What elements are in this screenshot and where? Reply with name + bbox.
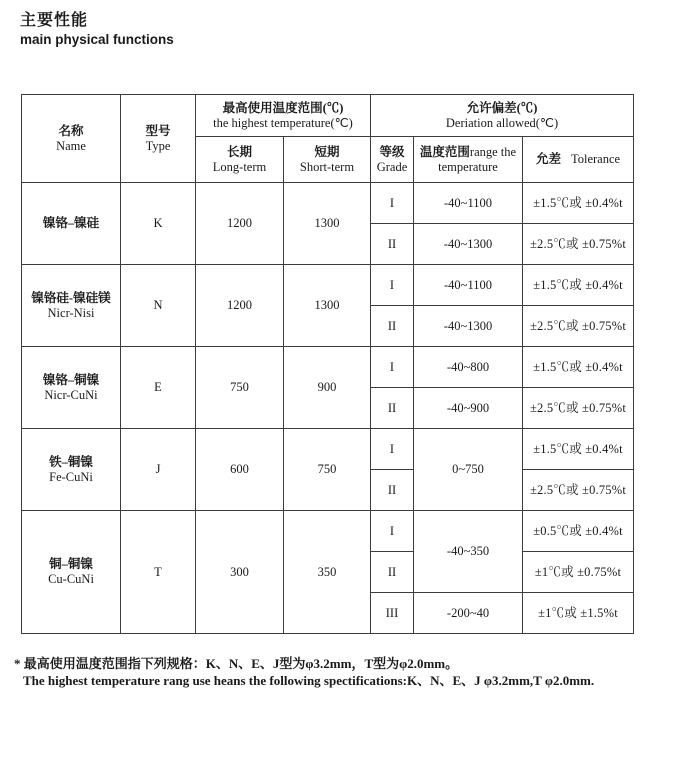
table-row: [22, 347, 634, 388]
page-title-zh: 主要性能: [20, 12, 89, 29]
header-max-temp-en: the highest temperature(℃): [213, 115, 353, 130]
cell-short-term: 1300: [284, 183, 371, 265]
cell-tolerance: ±1.5℃或 ±0.4%t: [523, 265, 634, 306]
cell-tolerance: ±0.5℃或 ±0.4%t: [523, 511, 634, 552]
header-range: 温度范围range the temperature: [414, 137, 523, 183]
cell-grade: II: [371, 388, 414, 429]
cell-grade: I: [371, 511, 414, 552]
header-name-en: Name: [56, 138, 86, 153]
header-max-temp-zh: 最高使用温度范围(℃): [222, 100, 344, 115]
cell-name: 镍铬–铜镍 Nicr-CuNi: [22, 347, 121, 429]
cell-name: 镍铬–镍硅: [22, 183, 121, 265]
header-max-temp: [196, 95, 371, 137]
cell-range: -40~1100: [414, 183, 523, 224]
table-row: [22, 429, 634, 470]
cell-range: -40~1300: [414, 306, 523, 347]
cell-long-term: 600: [196, 429, 284, 511]
header-type-zh: 型号: [145, 123, 171, 138]
cell-range: -40~800: [414, 347, 523, 388]
header-deviation-en: Deriation allowed(℃): [445, 115, 559, 130]
cell-grade: I: [371, 429, 414, 470]
header-type-en: Type: [145, 138, 171, 153]
cell-short-term: 1300: [284, 265, 371, 347]
cell-type: K: [121, 183, 196, 265]
cell-grade: I: [371, 265, 414, 306]
header-type: [121, 95, 196, 183]
cell-grade: II: [371, 470, 414, 511]
table-row: [22, 265, 634, 306]
footnote-line-zh: * 最高使用温度范围指下列规格：K、N、E、J型为φ3.2mm，T型为φ2.0mm。: [14, 656, 459, 671]
cell-range-merged: -40~350: [414, 511, 523, 593]
cell-tolerance: ±1.5℃或 ±0.4%t: [523, 183, 634, 224]
cell-tolerance: ±2.5℃或 ±0.75%t: [523, 470, 634, 511]
table-row: [22, 183, 634, 224]
cell-type: J: [121, 429, 196, 511]
cell-grade: I: [371, 183, 414, 224]
page-title-en: main physical functions: [20, 32, 174, 47]
cell-tolerance: ±1℃或 ±1.5%t: [523, 593, 634, 634]
cell-tolerance: ±2.5℃或 ±0.75%t: [523, 306, 634, 347]
cell-range: -40~900: [414, 388, 523, 429]
header-tolerance: 允差 Tolerance: [523, 137, 634, 183]
cell-name: 铜–铜镍 Cu-CuNi: [22, 511, 121, 634]
cell-grade: I: [371, 347, 414, 388]
cell-grade: II: [371, 552, 414, 593]
cell-long-term: 1200: [196, 183, 284, 265]
cell-grade: II: [371, 224, 414, 265]
cell-grade: III: [371, 593, 414, 634]
header-short-term: 短期 Short-term: [284, 137, 371, 183]
cell-type: E: [121, 347, 196, 429]
header-row-1: [22, 95, 634, 137]
cell-tolerance: ±1.5℃或 ±0.4%t: [523, 429, 634, 470]
footnote-line-en: The highest temperature rang use heans the following spectifications:K、N、E、J φ3.2mm,T φ2.0mm.: [23, 673, 595, 688]
header-grade: 等级 Grade: [371, 137, 414, 183]
cell-short-term: 900: [284, 347, 371, 429]
cell-type: T: [121, 511, 196, 634]
header-long-term: 长期 Long-term: [196, 137, 284, 183]
cell-short-term: 750: [284, 429, 371, 511]
cell-range: -200~40: [414, 593, 523, 634]
cell-long-term: 1200: [196, 265, 284, 347]
header-name: [22, 95, 121, 183]
cell-short-term: 350: [284, 511, 371, 634]
cell-grade: II: [371, 306, 414, 347]
header-name-zh: 名称: [58, 123, 84, 138]
cell-long-term: 750: [196, 347, 284, 429]
cell-tolerance: ±1.5℃或 ±0.4%t: [523, 347, 634, 388]
cell-name: 镍铬硅-镍硅镁 Nicr-Nisi: [22, 265, 121, 347]
header-deviation-zh: 允许偏差(℃): [466, 100, 538, 115]
cell-tolerance: ±2.5℃或 ±0.75%t: [523, 224, 634, 265]
cell-name: 铁–铜镍 Fe-CuNi: [22, 429, 121, 511]
cell-type: N: [121, 265, 196, 347]
header-deviation: [371, 95, 634, 137]
cell-range: -40~1300: [414, 224, 523, 265]
cell-long-term: 300: [196, 511, 284, 634]
cell-tolerance: ±2.5℃或 ±0.75%t: [523, 388, 634, 429]
cell-range-merged: 0~750: [414, 429, 523, 511]
cell-tolerance: ±1℃或 ±0.75%t: [523, 552, 634, 593]
cell-range: -40~1100: [414, 265, 523, 306]
footnote: [14, 655, 680, 689]
spec-table: [21, 94, 634, 634]
table-row: [22, 511, 634, 552]
